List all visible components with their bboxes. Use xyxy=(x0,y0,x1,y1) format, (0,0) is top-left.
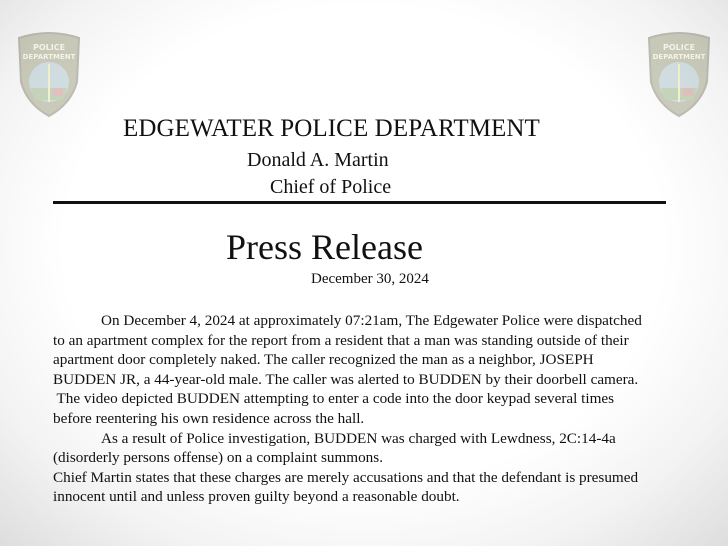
release-date: December 30, 2024 xyxy=(311,271,429,287)
body-line: Chief Martin states that these charges are merely accusations and that the defendant is presumed xyxy=(53,468,639,486)
agency-name: EDGEWATER POLICE DEPARTMENT xyxy=(123,115,540,142)
press-release-title: Press Release xyxy=(226,227,423,267)
svg-text:DEPARTMENT: DEPARTMENT xyxy=(652,53,706,61)
svg-text:POLICE: POLICE xyxy=(32,43,66,52)
chief-name: Donald A. Martin xyxy=(247,149,389,171)
chief-title: Chief of Police xyxy=(270,176,392,198)
body-line: to an apartment complex for the report from a resident that a man was standing outside of their xyxy=(53,331,629,349)
police-badge-icon xyxy=(643,30,715,118)
body-line: As a result of Police investigation, BUDDEN was charged with Lewdness, 2C:14-4a xyxy=(101,429,616,447)
body-line: before reentering his own residence across the hall. xyxy=(53,409,365,427)
svg-text:POLICE: POLICE xyxy=(662,43,696,52)
svg-text:DEPARTMENT: DEPARTMENT xyxy=(22,53,76,61)
body-line: (disorderly persons offense) on a complaint summons. xyxy=(53,449,383,467)
header-divider xyxy=(53,201,666,204)
body-line: On December 4, 2024 at approximately 07:21am, The Edgewater Police were dispatched xyxy=(101,312,642,329)
body-line: The video depicted BUDDEN attempting to enter a code into the door keypad several times xyxy=(53,390,615,408)
police-badge-icon xyxy=(13,30,85,118)
release-body xyxy=(53,311,728,507)
body-line: innocent until and unless proven guilty beyond a reasonable doubt. xyxy=(53,488,460,506)
body-line: apartment door completely naked. The caller recognized the man as a neighbor, JOSEPH xyxy=(53,351,594,369)
body-line: BUDDEN JR, a 44-year-old male. The caller was alerted to BUDDEN by their doorbell camera. xyxy=(53,370,639,388)
